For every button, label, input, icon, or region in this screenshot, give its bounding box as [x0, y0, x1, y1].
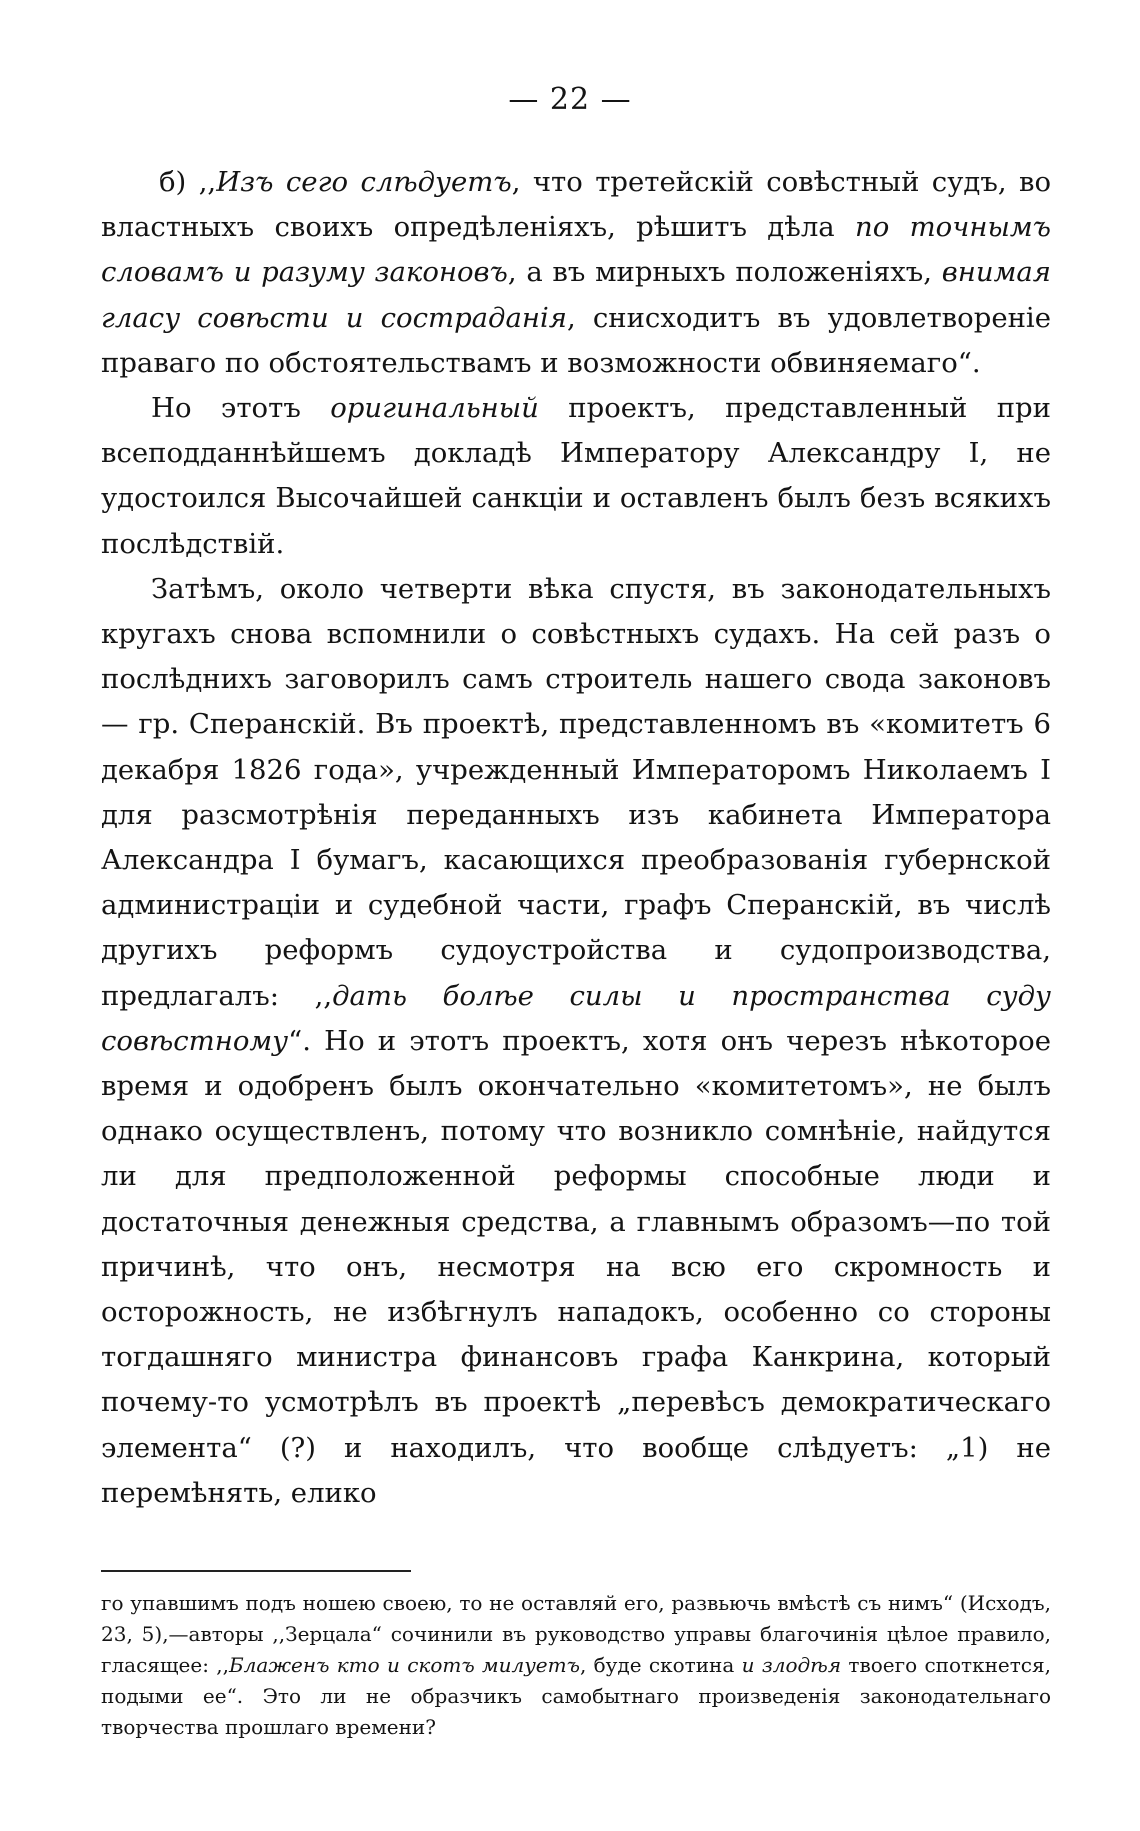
- text-run: , что третейскій совѣстный судъ, во властныхъ своихъ опредѣленіяхъ, рѣшитъ дѣла: [101, 166, 1052, 244]
- paragraph-1: [101, 160, 1051, 386]
- text-run: проектъ, представленный при всеподданнѣйшемъ докладѣ Императору Александру I, не удостоился Высочайшей санкціи и оставленъ былъ безъ всякихъ послѣдствій.: [101, 392, 1051, 560]
- text-run: Затѣмъ, около четверти вѣка спустя, въ законодательныхъ кругахъ снова вспомнили о совѣстныхъ судахъ. На сей разъ о послѣднихъ заговорилъ самъ строитель нашего свода законовъ — гр. Сперанскій. Въ проектѣ, представленномъ въ «комитетъ 6 декабря 1826 года», учрежденный Императоромъ Николаемъ I для разсмотрѣнія переданныхъ изъ кабинета Императора Александра I бумагъ, касающихся преобразованія губернской администраціи и судебной части, графъ Сперанскій, въ числѣ другихъ реформъ судоустройства и судопроизводства, предлагалъ: ,,: [101, 572, 1051, 1012]
- text-run: “. Но и этотъ проектъ, хотя онъ черезъ нѣкоторое время и одобренъ былъ окончательно «комитетомъ», не былъ однако осуществленъ, потому что возникло сомнѣніе, найдутся ли для предположенной реформы способные люди и достаточныя денежныя средства, а главнымъ образомъ—по той причинѣ, что онъ, несмотря на всю его скромность и осторожность, не избѣгнулъ нападокъ, особенно со стороны тогдашняго министра финансовъ графа Канкрина, который почему-то усмотрѣлъ въ проектѣ „перевѣсъ демократическаго элемента“ (?) и находилъ, что вообще слѣдуетъ: „1) не перемѣнять, елико: [101, 1024, 1051, 1509]
- italic-run: Блаженъ кто и скотъ милуетъ: [228, 1653, 580, 1677]
- italic-run: дать болѣе силы и пространства суду совѣстному: [101, 979, 1051, 1057]
- italic-run: по точнымъ словамъ и разуму законовъ: [101, 211, 1051, 289]
- page-number: — 22 —: [508, 82, 632, 117]
- italic-run: и злодѣя: [741, 1653, 842, 1677]
- text-run: твоего споткнется, подыми ее“. Это ли не образчикъ самобытнаго произведенія законодательнаго творчества прошлаго времени?: [101, 1653, 1051, 1739]
- italic-run: оригинальный: [330, 392, 539, 425]
- paragraph-2: [101, 386, 1051, 567]
- text-run: Но этотъ: [151, 392, 331, 425]
- text-run: го упавшимъ подъ ношею своею, то не оставляй его, развьючь вмѣстѣ съ нимъ“ (Исходъ, 23, 5),—авторы ,,Зерцала“ сочинили въ руководство управы благочинія цѣлое правило, гласящее: ,,: [101, 1591, 1051, 1677]
- main-text: [101, 160, 1051, 1516]
- footnote-divider: [101, 1570, 411, 1572]
- footnote-paragraph: [101, 1588, 1051, 1743]
- italic-run: Изъ сего слѣдуетъ: [216, 166, 512, 198]
- paragraph-3: [101, 567, 1051, 1516]
- text-run: , буде скотина: [579, 1653, 742, 1677]
- text-run: , снисходитъ въ удовлетвореніе праваго по обстоятельствамъ и возможности обвиняемаго“.: [101, 301, 1051, 379]
- footnote: [101, 1588, 1051, 1743]
- text-run: б) ,,: [159, 166, 217, 198]
- text-run: , а въ мирныхъ положеніяхъ,: [507, 256, 942, 289]
- italic-run: внимая гласу совѣсти и состраданія: [101, 256, 1051, 334]
